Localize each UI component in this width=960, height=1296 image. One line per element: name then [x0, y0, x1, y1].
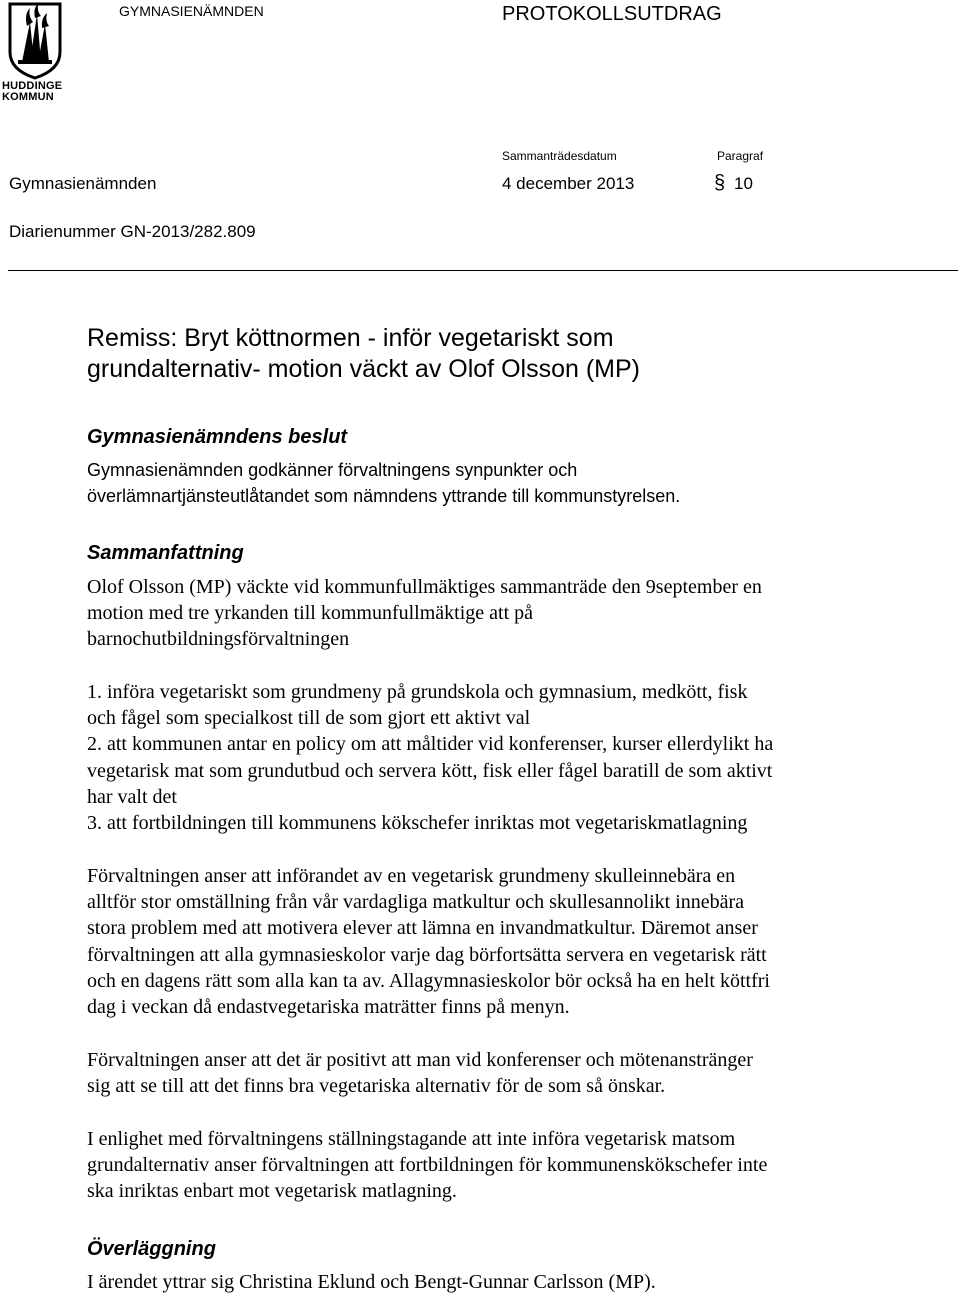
motion-item-line: vegetarisk mat som grundutbud och servera kött, fisk eller fågel baratill de som aktivt: [87, 759, 773, 782]
paragraph-administration-view: [87, 863, 770, 1020]
paragraph-conclusion: [87, 1126, 767, 1205]
paragraph-line: Förvaltningen anser att det är positivt att man vid konferenser och mötenanstränger: [87, 1049, 753, 1071]
logo-text-line-2: KOMMUN: [2, 91, 54, 103]
huddinge-kommun-logo: [0, 0, 70, 110]
decision-line-2: överlämnartjänsteutlåtandet som nämndens yttrande till kommunstyrelsen.: [87, 486, 681, 506]
summary-intro: [87, 574, 762, 653]
decision-heading: Gymnasienämndens beslut: [87, 426, 348, 448]
paragraph-line: dag i veckan då endastvegetariska maträtter finns på menyn.: [87, 996, 570, 1019]
page-title: [87, 323, 640, 385]
date-label: Sammanträdesdatum: [502, 149, 617, 163]
meeting-date: 4 december 2013: [502, 174, 635, 193]
title-line-2: grundalternativ- motion väckt av Olof Olsson (MP): [87, 355, 640, 383]
paragraph-line: I enlighet med förvaltningens ställningstagande att inte införa vegetarisk matsom: [87, 1128, 736, 1150]
paragraph-number: 10: [734, 174, 753, 193]
paragraph-line: grundalternativ anser förvaltningen att fortbildningen för kommunenskökschefer inte: [87, 1154, 768, 1177]
paragraph-line: och en dagens rätt som alla kan ta av. Allagymnasieskolor bör också ha en helt köttfri: [87, 969, 770, 992]
deliberation-text: I ärendet yttrar sig Christina Eklund och Bengt-Gunnar Carlsson (MP).: [87, 1271, 656, 1293]
paragraph-line: ska inriktas enbart mot vegetarisk matlagning.: [87, 1180, 457, 1203]
body-name: Gymnasienämnden: [9, 174, 157, 193]
paragraph-line: alltför stor omställning från vår vardagliga matkultur och skullesannolikt innebära: [87, 891, 745, 914]
paragraph-conferences: [87, 1047, 753, 1099]
paragraph-symbol: §: [714, 172, 726, 194]
motion-item-line: har valt det: [87, 785, 177, 808]
paragraph-label: Paragraf: [717, 149, 764, 163]
motion-item-line: 1. införa vegetariskt som grundmeny på grundskola och gymnasium, medkött, fisk: [87, 681, 748, 703]
header-divider: [8, 270, 958, 271]
summary-intro-line: motion med tre yrkanden till kommunfullmäktige att på: [87, 602, 534, 625]
motion-item-line: 3. att fortbildningen till kommunens kökschefer inriktas mot vegetariskmatlagning: [87, 812, 748, 835]
logo-text-line-1: HUDDINGE: [2, 80, 63, 92]
deliberation-heading: Överläggning: [87, 1238, 216, 1260]
coat-of-arms-icon: [0, 0, 70, 80]
diary-number: Diarienummer GN-2013/282.809: [9, 222, 256, 241]
decision-text: [87, 457, 680, 509]
paragraph-line: Förvaltningen anser att införandet av en vegetarisk grundmeny skulleinnebära en: [87, 865, 736, 887]
motion-items: [87, 679, 773, 836]
summary-heading: Sammanfattning: [87, 542, 244, 564]
org-name: GYMNASIENÄMNDEN: [119, 3, 264, 19]
motion-item-line: och fågel som specialkost till de som gjort ett aktivt val: [87, 707, 531, 730]
paragraph-line: sig att se till att det finns bra vegetariska alternativ för de som så önskar.: [87, 1075, 666, 1098]
title-line-1: Remiss: Bryt köttnormen - inför vegetariskt som: [87, 324, 614, 352]
motion-item-line: 2. att kommunen antar en policy om att måltider vid konferenser, kurser ellerdylikt ha: [87, 733, 774, 756]
decision-line-1: Gymnasienämnden godkänner förvaltningens synpunkter och: [87, 460, 578, 480]
document-type: PROTOKOLLSUTDRAG: [502, 3, 722, 25]
paragraph-line: stora problem med att motivera elever att lämna en invandmatkultur. Däremot anser: [87, 917, 758, 940]
paragraph-line: förvaltningen att alla gymnasieskolor varje dag börfortsätta servera en vegetarisk rätt: [87, 943, 767, 966]
summary-intro-line: Olof Olsson (MP) väckte vid kommunfullmäktiges sammanträde den 9september en: [87, 576, 762, 598]
summary-intro-line: barnochutbildningsförvaltningen: [87, 628, 350, 651]
